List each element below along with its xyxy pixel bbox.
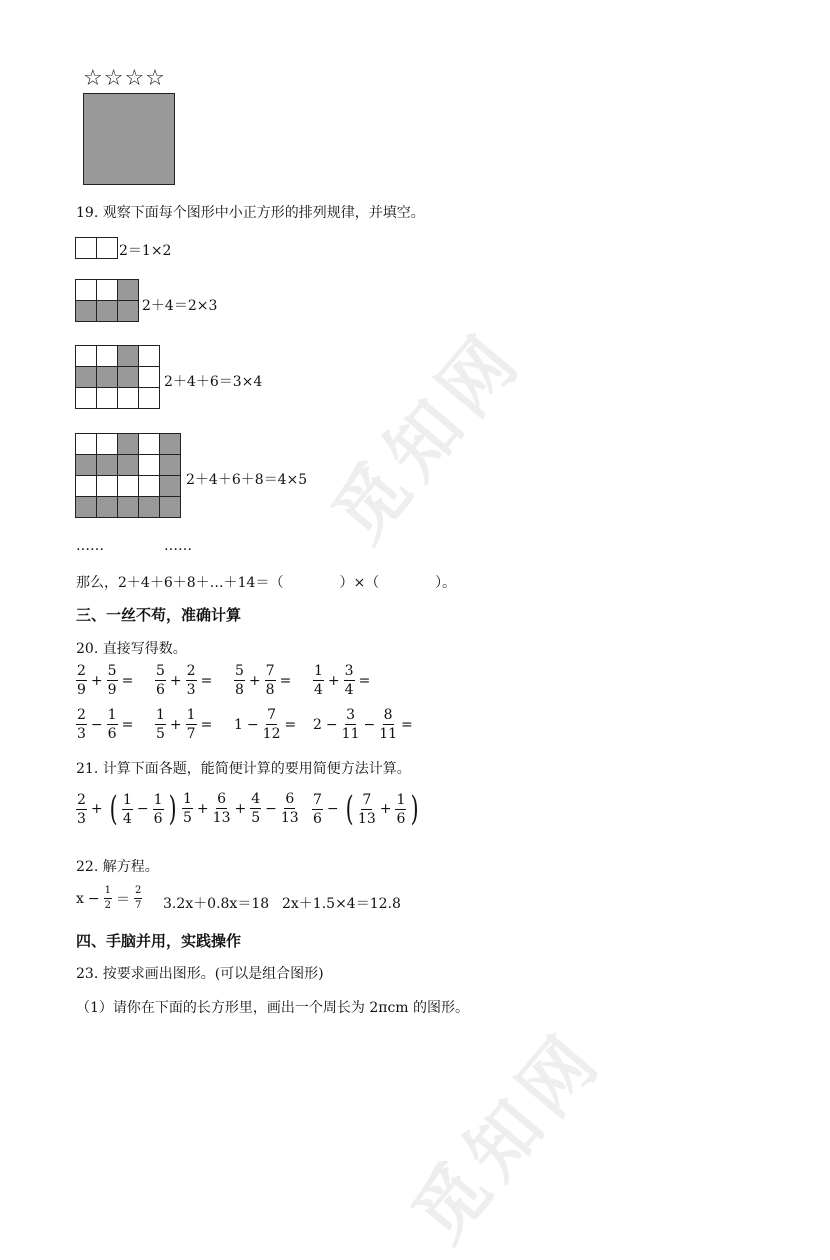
pattern-4-eq: 2＋4＋6＋8＝4×5: [186, 472, 308, 488]
watermark-bottom: 觅知网: [396, 1014, 619, 1258]
q21-expr-1: $\frac{2}{3}$ + ( $\frac{1}{4}$ − $\frac{1}{6}$ ): [77, 789, 177, 829]
pattern-2: [75, 279, 139, 322]
q23-sub-1: （1）请你在下面的长方形里，画出一个周长为 2πcm 的图形。: [76, 1000, 470, 1016]
q20-row2-a: $\frac{2}{3}$ − $\frac{1}{6}$ =: [77, 707, 134, 742]
stars-row: ☆☆☆☆: [83, 66, 166, 91]
pattern-1-eq: 2＝1×2: [119, 243, 172, 259]
section-3-heading: 三、一丝不苟，准确计算: [76, 606, 242, 624]
q21-expr-3: $\frac{7}{6}$ − ( $\frac{7}{13}$ + $\frac{1}{6}$ ): [313, 789, 420, 829]
q20-row1-a: $\frac{2}{9}$ + $\frac{5}{9}$ =: [77, 663, 134, 698]
q20-row1-d: $\frac{1}{4}$ + $\frac{3}{4}$ =: [314, 663, 371, 698]
dots-left: ……: [76, 538, 104, 554]
q19-question: 那么，2＋4＋6＋8＋…＋14＝（ ）×（ ）。: [76, 575, 457, 591]
q20-row1-c: $\frac{5}{8}$ + $\frac{7}{8}$ =: [235, 663, 292, 698]
q20-row2-d: 2 − $\frac{3}{11}$ − $\frac{8}{11}$ =: [313, 707, 413, 742]
watermark: 觅知网: [316, 314, 539, 558]
shaded-square: [83, 93, 175, 185]
dots-right: ……: [164, 538, 192, 554]
pattern-3: [75, 345, 160, 409]
q22-eq-2: 3.2x＋0.8x＝18: [163, 896, 270, 912]
section-4-heading: 四、手脑并用，实践操作: [76, 932, 242, 950]
q20-title: 20. 直接写得数。: [76, 641, 187, 657]
pattern-4: [75, 433, 181, 518]
q20-row1-b: $\frac{5}{6}$ + $\frac{2}{3}$ =: [156, 663, 213, 698]
q22-eq-3: 2x＋1.5×4＝12.8: [282, 896, 401, 912]
q22-eq-1: x − $\frac{1}{2}$ ＝ $\frac{2}{7}$: [76, 885, 142, 911]
q23-title: 23. 按要求画出图形。(可以是组合图形): [76, 966, 324, 982]
q21-expr-2: $\frac{1}{5}$ + $\frac{6}{13}$ + $\frac{4}{5}$ − $\frac{6}{13}$: [183, 791, 299, 826]
pattern-1: [75, 237, 118, 259]
pattern-3-eq: 2＋4＋6＝3×4: [164, 374, 263, 390]
q20-row2-b: $\frac{1}{5}$ + $\frac{1}{7}$ =: [156, 707, 213, 742]
pattern-2-eq: 2＋4＝2×3: [142, 298, 218, 314]
q21-title: 21. 计算下面各题，能简便计算的要用简便方法计算。: [76, 761, 411, 777]
q20-row2-c: 1 − $\frac{7}{12}$ =: [234, 707, 297, 742]
q19-title: 19. 观察下面每个图形中小正方形的排列规律，并填空。: [76, 205, 425, 221]
q22-title: 22. 解方程。: [76, 859, 159, 875]
